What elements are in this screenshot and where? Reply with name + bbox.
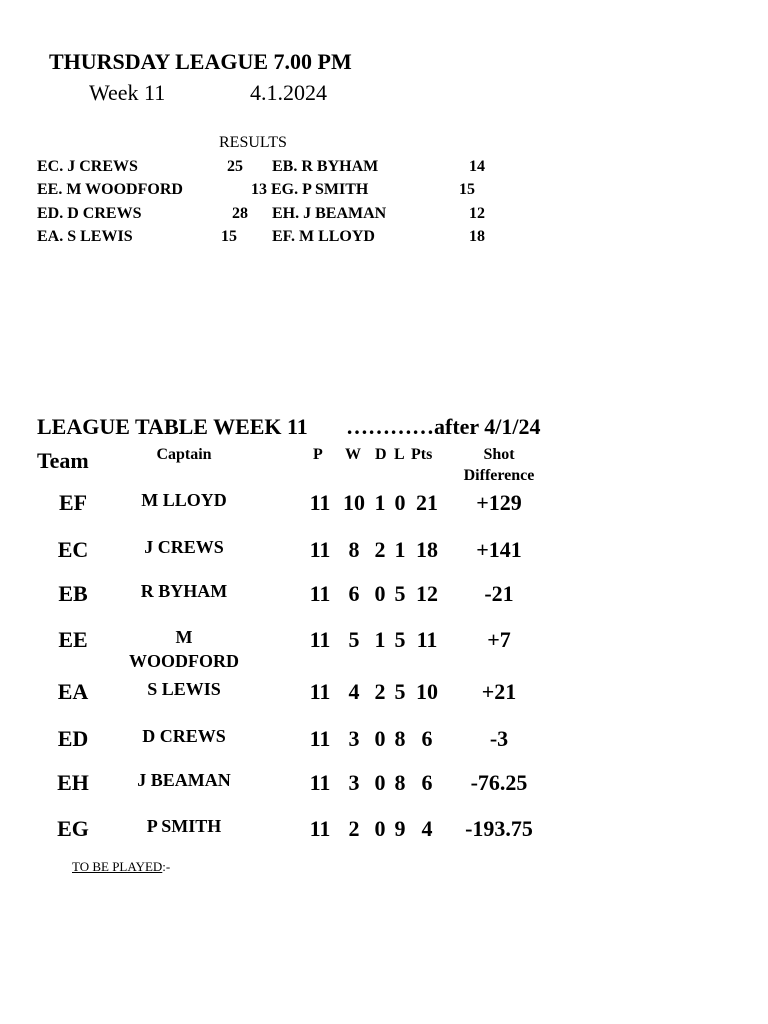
home-team: EA. S LEWIS: [37, 228, 133, 245]
won-value: 2: [348, 816, 360, 841]
lost-value: 0: [394, 490, 406, 515]
shot-difference-value: -76.25: [470, 770, 528, 795]
away-score: 12: [469, 205, 485, 222]
points-value: 6: [421, 726, 433, 751]
points-value: 18: [416, 537, 438, 562]
after-date-label: …………after 4/1/24: [346, 414, 541, 439]
lost-value: 8: [394, 726, 406, 751]
table-row: [0, 490, 768, 534]
played-value: 11: [309, 490, 331, 515]
home-score: 15: [221, 228, 237, 245]
played-value: 11: [309, 816, 331, 841]
shot-difference-value: +129: [476, 490, 522, 515]
result-row: [0, 228, 768, 250]
shot-difference-value: +7: [487, 627, 511, 652]
captain-name: D CREWS: [142, 726, 226, 746]
points-value: 11: [416, 627, 438, 652]
team-code: ED: [57, 726, 89, 751]
team-code: EG: [57, 816, 89, 841]
team-code: EC: [57, 537, 89, 562]
played-value: 11: [309, 537, 331, 562]
col-header-captain: Captain: [156, 446, 212, 463]
result-row: [0, 205, 768, 227]
shot-difference-value: +141: [476, 537, 522, 562]
home-team: EC. J CREWS: [37, 158, 138, 175]
league-title: THURSDAY LEAGUE 7.00 PM: [49, 49, 352, 74]
points-value: 4: [421, 816, 433, 841]
team-code: EF: [58, 490, 88, 515]
col-header-points: Pts: [411, 446, 433, 463]
drawn-value: 0: [374, 581, 386, 606]
away-team: EF. M LLOYD: [272, 228, 375, 245]
team-code: EH: [57, 770, 89, 795]
away-score: 18: [469, 228, 485, 245]
away-score: 14: [469, 158, 485, 175]
to-be-played-note: [72, 859, 170, 875]
result-row: [0, 181, 768, 203]
drawn-value: 1: [374, 627, 386, 652]
lost-value: 9: [394, 816, 406, 841]
played-value: 11: [309, 679, 331, 704]
col-header-played: P: [313, 446, 323, 463]
shot-difference-value: -193.75: [465, 816, 533, 841]
table-row: [0, 627, 768, 671]
table-row: [0, 679, 768, 723]
to-be-played-suffix: :-: [162, 859, 171, 874]
captain-name: R BYHAM: [140, 581, 228, 601]
lost-value: 5: [394, 627, 406, 652]
won-value: 3: [348, 770, 360, 795]
away-team: EH. J BEAMAN: [272, 205, 387, 222]
drawn-value: 2: [374, 537, 386, 562]
away-team: EG. P SMITH: [271, 181, 369, 198]
points-value: 12: [416, 581, 438, 606]
home-team: ED. D CREWS: [37, 205, 142, 222]
league-table-heading: LEAGUE TABLE WEEK 11: [37, 414, 308, 439]
captain-name: J BEAMAN: [137, 770, 231, 790]
col-header-team: Team: [37, 448, 89, 473]
lost-value: 1: [394, 537, 406, 562]
table-row: [0, 581, 768, 625]
drawn-value: 0: [374, 726, 386, 751]
home-score: 13: [251, 181, 267, 198]
captain-name: M LLOYD: [141, 490, 227, 510]
col-header-shot: Shot: [483, 446, 515, 463]
team-code: EB: [58, 581, 88, 606]
home-team: EE. M WOODFORD: [37, 181, 183, 198]
won-value: 6: [348, 581, 360, 606]
captain-name: S LEWIS: [147, 679, 221, 699]
table-row: [0, 537, 768, 581]
date-label: 4.1.2024: [250, 80, 327, 105]
table-row: [0, 726, 768, 770]
result-row: [0, 158, 768, 180]
away-score: 15: [459, 181, 475, 198]
drawn-value: 0: [374, 816, 386, 841]
won-value: 8: [348, 537, 360, 562]
shot-difference-value: -3: [489, 726, 509, 751]
table-row: [0, 816, 768, 860]
away-team: EB. R BYHAM: [272, 158, 379, 175]
played-value: 11: [309, 770, 331, 795]
played-value: 11: [309, 627, 331, 652]
played-value: 11: [309, 726, 331, 751]
lost-value: 8: [394, 770, 406, 795]
team-code: EA: [57, 679, 89, 704]
col-header-drawn: D: [375, 446, 387, 463]
played-value: 11: [309, 581, 331, 606]
won-value: 3: [348, 726, 360, 751]
shot-difference-value: +21: [481, 679, 517, 704]
captain-name: P SMITH: [146, 816, 222, 836]
points-value: 10: [416, 679, 438, 704]
won-value: 5: [348, 627, 360, 652]
table-row: [0, 770, 768, 814]
col-header-lost: L: [394, 446, 405, 463]
team-code: EE: [58, 627, 88, 652]
captain-name: M WOODFORD: [129, 627, 239, 671]
drawn-value: 0: [374, 770, 386, 795]
captain-name: J CREWS: [144, 537, 224, 557]
points-value: 6: [421, 770, 433, 795]
shot-difference-value: -21: [484, 581, 514, 606]
drawn-value: 1: [374, 490, 386, 515]
col-header-difference: Difference: [463, 467, 535, 484]
points-value: 21: [416, 490, 438, 515]
lost-value: 5: [394, 679, 406, 704]
home-score: 25: [227, 158, 243, 175]
lost-value: 5: [394, 581, 406, 606]
drawn-value: 2: [374, 679, 386, 704]
home-score: 28: [232, 205, 248, 222]
to-be-played-label: TO BE PLAYED: [72, 859, 163, 874]
won-value: 4: [348, 679, 360, 704]
week-label: Week 11: [89, 80, 166, 105]
col-header-won: W: [345, 446, 361, 463]
results-heading: RESULTS: [219, 134, 287, 151]
won-value: 10: [343, 490, 365, 515]
